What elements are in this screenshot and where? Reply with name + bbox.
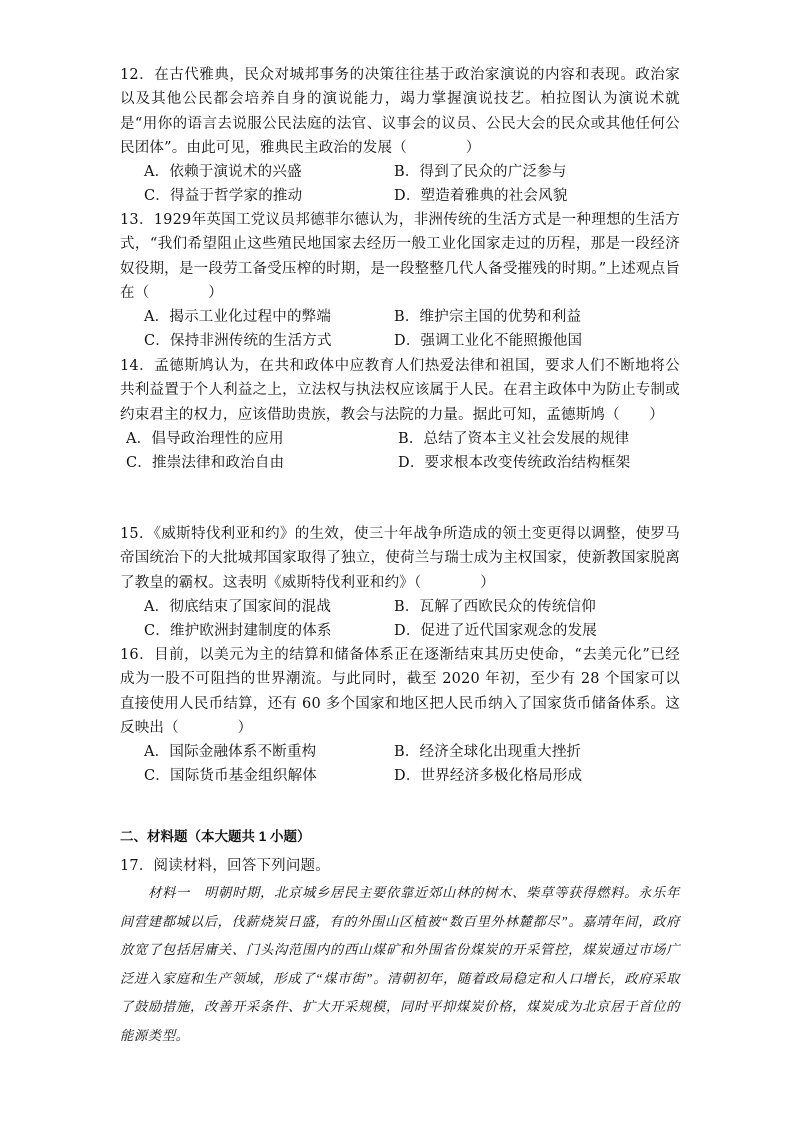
question-stem: 13．1929年英国工党议员邦德菲尔德认为，非洲传统的生活方式是一种理想的生活方式，“我们希望阻止这些殖民地国家去经历一般工业化国家走过的历程，那是一段经济奴役期，是一段劳工备受压榨的时期，是一段整整几代人备受摧残的时期。”上述观点旨在（ ） [120,212,680,301]
option-d[interactable]: D．强调工业化不能照搬他国 [394,333,583,350]
options-grid [120,160,680,208]
options-grid [120,305,680,353]
option-b[interactable]: B．维护宗主国的优势和利益 [394,309,582,326]
question-stem: 12．在古代雅典，民众对城邦事务的决策往往基于政治家演说的内容和表现。政治家以及其他公民都会培养自身的演说能力，竭力掌握演说技艺。柏拉图认为演说术就是“用你的语言去说服公民法庭的法官、议事会的议员、公民大会的民众或其他任何公民团体”。由此可见，雅典民主政治的发展（ ） [120,67,680,156]
options-grid [120,740,680,788]
option-a[interactable]: A．依赖于演说术的兴盛 [144,164,302,181]
option-c[interactable]: C．得益于哲学家的推动 [144,188,303,205]
question-15 [120,522,680,643]
option-a[interactable]: A．揭示工业化过程中的弊端 [144,309,332,326]
option-c[interactable]: C．保持非洲传统的生活方式 [144,333,332,350]
option-c[interactable]: C．维护欧洲封建制度的体系 [144,622,332,639]
question-13 [120,208,680,353]
question-17: 17．阅读材料，回答下列问题。 [120,858,330,874]
question-stem: 14．孟德斯鸠认为，在共和政体中应教育人们热爱法律和祖国，要求人们不断地将公共利益置于个人利益之上，立法权与执法权应该属于人民。在君主政体中为防止专制或约束君主的权力，应该借助贵族，教会与法院的力量。据此可知，孟德斯鸠（ ） [120,358,680,423]
option-b[interactable]: B．得到了民众的广泛参与 [394,164,567,181]
option-b[interactable]: B．总结了资本主义社会发展的规律 [398,430,630,447]
option-d[interactable]: D．促进了近代国家观念的发展 [394,622,597,639]
option-d[interactable]: D．世界经济多极化格局形成 [394,768,583,785]
question-14 [120,354,680,475]
option-d[interactable]: D．塑造着雅典的社会风貌 [394,188,568,205]
question-stem: 16．目前，以美元为主的结算和储备体系正在逐渐结束其历史使命，“去美元化”已经成为一股不可阻挡的世界潮流。与此同时，截至 2020 年初，至少有 28 个国家可以直接使用人民币结算，还有 60 多个国家和地区把人民币纳入了国家货币储备体系。这反映出（ ） [120,647,680,736]
question-16 [120,643,680,788]
option-d[interactable]: D．要求根本改变传统政治结构框架 [398,454,631,471]
option-b[interactable]: B．经济全球化出现重大挫折 [394,744,582,761]
options-grid [120,595,680,643]
question-stem: 15．《威斯特伐利亚和约》的生效，使三十年战争所造成的领土变更得以调整，使罗马帝国统治下的大批城邦国家取得了独立，使荷兰与瑞士成为主权国家，使新教国家脱离了教皇的霸权。这表明《威斯特伐利亚和约》（ ） [120,526,680,591]
section-heading: 二、材料题（本大题共 1 小题） [120,829,311,844]
option-a[interactable]: A．国际金融体系不断重构 [144,744,317,761]
option-c[interactable]: C．国际货币基金组织解体 [144,768,317,785]
option-a[interactable]: A．彻底结束了国家间的混战 [144,598,332,615]
option-c[interactable]: C．推崇法律和政治自由 [126,454,285,471]
options-grid [120,427,680,475]
material-one: 材料一 明朝时期，北京城乡居民主要依靠近郊山林的树木、柴草等获得燃料。永乐年间营建都城以后，伐薪烧炭日盛，有的外围山区植被“数百里外林麓都尽”。嘉靖年间，政府放宽了包括居庸关、门头沟范围内的西山煤矿和外围省份煤炭的开采管控，煤炭通过市场广泛进入家庭和生产领域，形成了“煤市街”。清朝初年，随着政局稳定和人口增长，政府采取了鼓励措施，改善开采条件、扩大开采规模，同时平抑煤炭价格，煤炭成为北京居于首位的能源类型。 [120,885,680,1043]
option-b[interactable]: B．瓦解了西欧民众的传统信仰 [394,598,596,615]
question-12 [120,63,680,208]
option-a[interactable]: A．倡导政治理性的应用 [126,430,284,447]
